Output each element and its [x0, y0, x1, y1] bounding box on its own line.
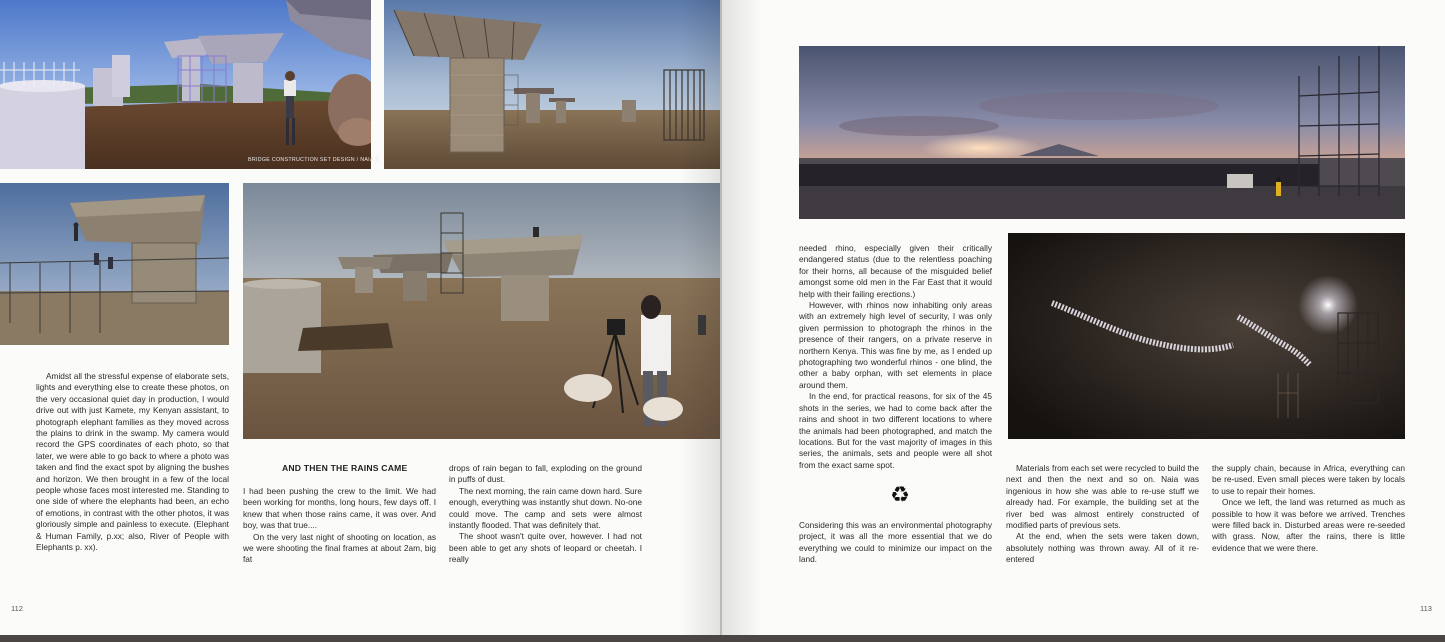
paragraph: In the end, for practical reasons, for six of the 45 shots in the series, we had to come back after the rains and shoot in two different locations to where the animals had been photographed, and match the locations. But for the vast majority of images in this series, the animals, sets and people were all shot from the exact same spot.	[799, 391, 992, 470]
right-page	[722, 0, 1445, 635]
paragraph: the supply chain, because in Africa, everything can be re-used. Even small pieces were taken by locals to use to repair their homes.	[1212, 463, 1405, 496]
paragraph: drops of rain began to fall, exploding on the ground in puffs of dust.	[449, 463, 642, 485]
bridge-piers-photo	[384, 0, 720, 169]
paragraph: needed rhino, especially given their critically endangered status (due to the relentless poaching for their horns, all because of the misguided belief amongst some old men in the Far East that it would help with their failing erections.)	[799, 243, 992, 299]
left-column-1	[36, 371, 229, 554]
paragraph: The shoot wasn't quite over, however. I had not been able to get any shots of leopard or cheetah. I really	[449, 531, 642, 565]
page-number: 112	[11, 604, 23, 613]
paragraph: The next morning, the rain came down hard. Sure enough, everything was instantly shut down. No-one could move. The camp and sets were almost instantly flooded. That was definitely that.	[449, 485, 642, 531]
paragraph: At the end, when the sets were taken down, absolutely nothing was thrown away. All of it re-entered	[1006, 531, 1199, 565]
paragraph: However, with rhinos now inhabiting only areas with an extremely high level of security, I was only given permission to photograph the rhinos in the presence of their rangers, on a private reserve in northern Kenya. This was fine by me, as I ended up photographing two wonderful rhinos - one blind, the other a baby orphan, with set elements in place around them.	[799, 300, 992, 390]
section-heading: AND THEN THE RAINS CAME	[282, 463, 408, 473]
page-number: 113	[1420, 604, 1432, 613]
left-page	[0, 0, 720, 635]
right-column-mid	[1006, 463, 1199, 566]
left-column-2	[243, 486, 436, 566]
paragraph: Considering this was an environmental photography project, it was all the more essential that we do everything we could to minimize our impact on the land.	[799, 520, 992, 565]
left-column-3	[449, 463, 642, 566]
paragraph: On the very last night of shooting on location, as we were shooting the final frames at about 2am, big fat	[243, 531, 436, 565]
right-column-right	[1212, 463, 1405, 554]
night-line-of-people-photo	[1008, 233, 1405, 439]
paragraph: I had been pushing the crew to the limit. We had been working for months, long hours, few days off. I knew that when those rains came, it was over. And boy, was that true....	[243, 486, 436, 531]
photographer-on-set-photo	[243, 183, 720, 439]
paragraph: Materials from each set were recycled to build the next and then the next and so on. Naia was ingenious in how she was able to re-use stuff we already had. For example, the building set at the river bed was almost entirely constructed of modified parts of previous sets.	[1006, 463, 1199, 531]
crowd-sunset-panorama-photo	[799, 46, 1405, 219]
book-bottom-edge	[0, 635, 1445, 642]
bridge-set-render-photo	[0, 0, 371, 169]
right-column-left	[799, 520, 992, 566]
paragraph: Amidst all the stressful expense of elaborate sets, lights and everything else to create these photos, on the very occasional quiet day in production, I would drive out with just Kamete, my Kenyan assistant, to photograph elephant families as they moved across the plains to drink in the swamp. My camera would record the GPS coordinates of each photo, so that later, we were able to go back to where a photo was taken and find the exact spot by aligning the bushes and horizon. We then brought in a few of the local people whose faces most interested me. Standing to one side of where the elephants had been, an echo of emotions, in contrast with the other photos, it was gloriously simple and painless to execute. (Elephant & Human Family, p.xx; also, River of People with Elephants p. xx).	[36, 371, 229, 553]
recycle-icon: ♻	[890, 483, 910, 508]
workers-on-pier-photo	[0, 183, 229, 345]
photo-caption: BRIDGE CONSTRUCTION SET DESIGN / NAIA B	[248, 157, 380, 163]
right-column-top	[799, 243, 992, 471]
paragraph: Once we left, the land was returned as much as possible to how it was before we arrived. Trenches were filled back in. Disturbed areas were re-seeded with grass. Now, after the rains, there is little evidence that we were there.	[1212, 497, 1405, 553]
